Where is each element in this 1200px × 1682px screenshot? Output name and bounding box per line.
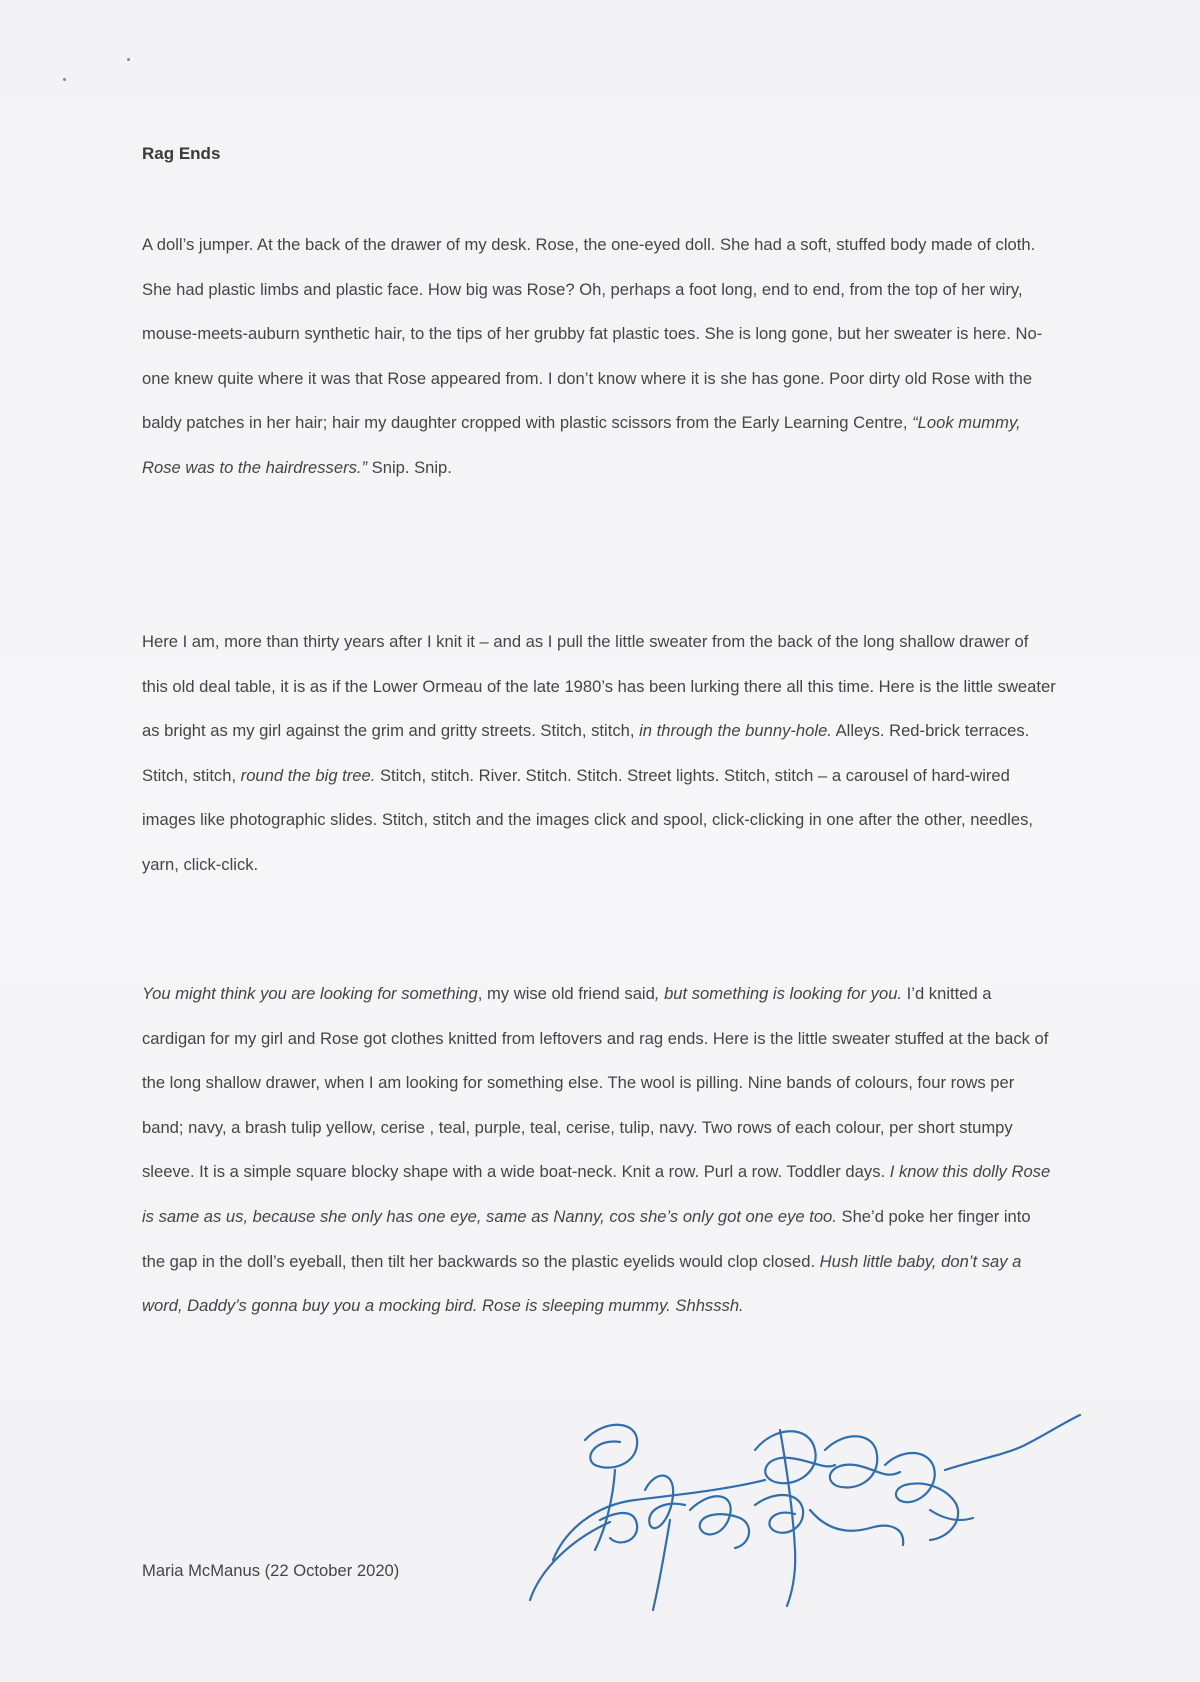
handwritten-signature <box>525 1410 1085 1620</box>
text-run: She’d poke her finger into the gap in the doll’s eyeball, then tilt her backwards so the plastic eyelids would clop closed. <box>142 1206 1031 1271</box>
italic-text-run: round the big tree. <box>240 765 376 785</box>
italic-text-run: in through the bunny-hole. <box>639 721 832 741</box>
text-run: , my wise old friend said <box>477 984 655 1003</box>
italic-text-run: Hush little baby, don’t say a word, Daddy’s gonna buy you a mocking bird. Rose is sleeping mummy. Shhsssh. <box>142 1251 1022 1316</box>
paper-speck <box>63 78 66 81</box>
paragraph-3 <box>142 972 1057 1329</box>
text-run: I’d knitted a cardigan for my girl and Rose got clothes knitted from leftovers and rag ends. Here is the little sweater stuffed at the back of the long shallow drawer, when I am looking for something else. The wool is pilling. Nine bands of colours, four rows per band; navy, a brash tulip yellow, cerise , teal, purple, teal, cerise, tulip, navy. Two rows of each colour, per short stumpy sleeve. It is a simple square blocky shape with a wide boat-neck. Knit a row. Purl a row. Toddler days. <box>142 984 1049 1182</box>
text-run: A doll’s jumper. At the back of the drawer of my desk. Rose, the one-eyed doll. She had a soft, stuffed body made of cloth. She had plastic limbs and plastic face. How big was Rose? Oh, perhaps a foot long, end to end, from the top of her wiry, mouse-meets-auburn synthetic hair, to the tips of her grubby fat plastic toes. She is long gone, but her sweater is here. No-one knew quite where it was that Rose appeared from. I don’t know where it is she has gone. Poor dirty old Rose with the baldy patches in her hair; hair my daughter cropped with plastic scissors from the Early Learning Centre, <box>142 235 1043 433</box>
italic-text-run: “Look mummy, Rose was to the hairdressers.” <box>142 413 1021 477</box>
paragraph-2 <box>142 620 1057 888</box>
italic-text-run: , but something is looking for you. <box>654 984 903 1003</box>
text-run: Snip. Snip. <box>367 457 452 477</box>
paper-speck <box>127 58 130 61</box>
text-run: Here I am, more than thirty years after I knit it – and as I pull the little sweater from the back of the long shallow drawer of this old deal table, it is as if the Lower Ormeau of the late 1980’s has been lurking there all this time. Here is the little sweater as bright as my girl against the grim and gritty streets. Stitch, stitch, <box>142 632 1056 741</box>
italic-text-run: You might think you are looking for something <box>142 984 478 1003</box>
paragraph-1 <box>142 223 1057 491</box>
author-date-line: Maria McManus (22 October 2020) <box>142 1561 400 1580</box>
text-run: Stitch, stitch. River. Stitch. Stitch. Street lights. Stitch, stitch – a carousel of hard-wired images like photographic slides. Stitch, stitch and the images click and spool, click-clicking in one after the other, needles, yarn, click-click. <box>142 765 1033 874</box>
italic-text-run: I know this dolly Rose is same as us, because she only has one eye, same as Nanny, cos she’s only got one eye too. <box>142 1162 1051 1226</box>
text-run: Alleys. Red-brick terraces. Stitch, stitch, <box>142 721 1030 785</box>
document-title: Rag Ends <box>142 144 221 163</box>
